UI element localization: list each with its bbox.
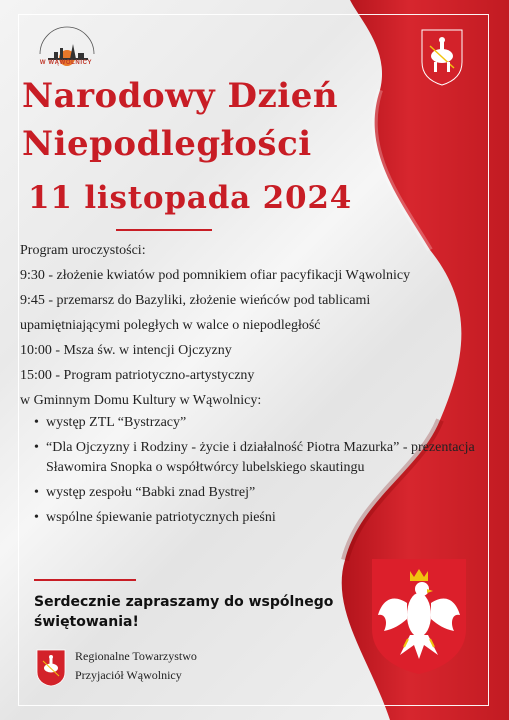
organizer-name — [75, 647, 197, 685]
program-line: 9:30 - złożenie kwiatów pod pomnikiem ofiar pacyfikacji Wąwolnicy — [20, 268, 411, 283]
st-george-crest-icon — [420, 28, 464, 86]
st-george-crest-icon — [36, 649, 66, 687]
page-title — [22, 72, 338, 168]
title-line-2: Niepodległości — [22, 124, 312, 164]
program-bullet-item: • występ ZTL “Bystrzacy” — [20, 413, 480, 433]
program-bullets — [20, 413, 480, 528]
organizer-line-2: Przyjaciół Wąwolnicy — [75, 668, 182, 682]
invitation-text: Serdecznie zapraszamy do wspólnego świętowania! — [34, 594, 334, 630]
title-underline — [116, 229, 212, 231]
program-line: 9:45 - przemarsz do Bazyliki, złożenie wieńców pod tablicami — [20, 293, 371, 308]
program-line: 15:00 - Program patriotyczno-artystyczny — [20, 368, 255, 383]
program-line: w Gminnym Domu Kultury w Wąwolnicy: — [20, 393, 262, 408]
white-eagle-emblem-icon — [370, 557, 468, 675]
organizer-line-1: Regionalne Towarzystwo — [75, 649, 197, 663]
title-line-1: Narodowy Dzień — [22, 76, 339, 116]
program-section — [20, 238, 480, 533]
program-bullet-item: • wspólne śpiewanie patriotycznych pieśni — [20, 508, 480, 528]
program-bullet-item: • występ zespołu “Babki znad Bystrej” — [20, 483, 480, 503]
invitation-underline — [34, 579, 136, 581]
program-line: 10:00 - Msza św. w intencji Ojczyzny — [20, 343, 232, 358]
program-bullet-item: • “Dla Ojczyzny i Rodziny - życie i działalność Piotra Mazurka” - prezentacja Sławomira Snopka o współtwórcy lubelskiego skautingu — [20, 438, 480, 478]
program-line: upamiętniającymi poległych w walce o niepodległość — [20, 318, 321, 333]
gdk-location-label: W WĄWOLNICY — [39, 60, 93, 66]
event-date: 11 listopada 2024 — [28, 180, 353, 216]
program-heading: Program uroczystości: — [20, 243, 146, 258]
